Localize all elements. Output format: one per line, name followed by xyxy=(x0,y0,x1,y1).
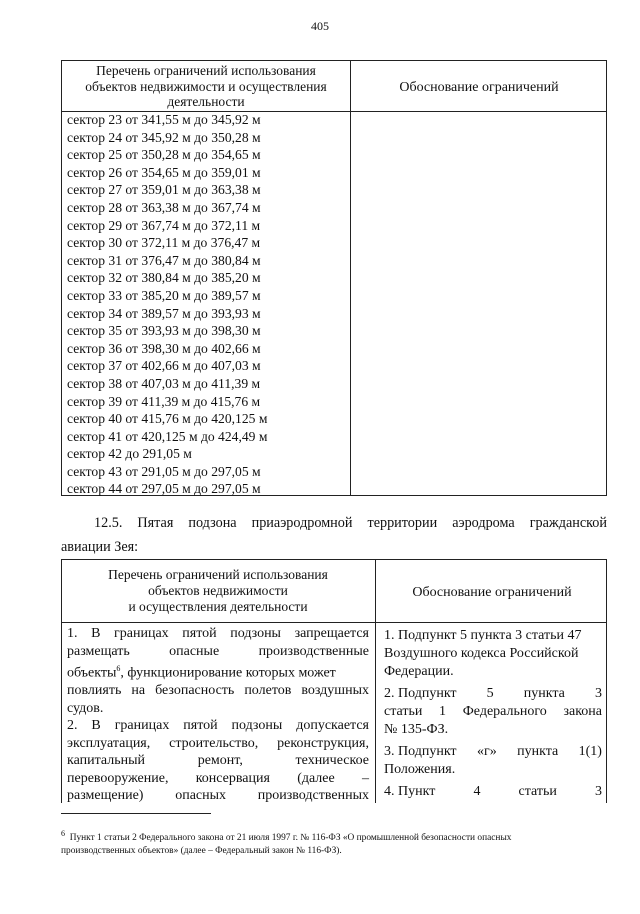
text-line xyxy=(384,783,602,801)
word: полетов xyxy=(244,683,292,699)
justification-cell xyxy=(384,627,602,801)
sector-row: сектор 28 от 363,38 м до 367,74 м xyxy=(67,199,261,215)
header-line: объектов недвижимости xyxy=(148,583,288,598)
word: воздушных xyxy=(301,683,369,699)
text-line xyxy=(67,717,369,735)
word: подзоны xyxy=(231,718,283,734)
word: «г» xyxy=(476,744,497,759)
section-heading xyxy=(61,511,607,559)
word: 1 xyxy=(439,704,447,719)
heading-word: 12.5. xyxy=(94,515,123,531)
sector-row: сектор 30 от 372,11 м до 376,47 м xyxy=(67,235,261,251)
section-heading-line xyxy=(61,511,607,535)
word: 1(1) xyxy=(578,744,602,759)
word: (далее xyxy=(297,770,335,786)
sector-row: сектор 39 от 411,39 м до 415,76 м xyxy=(67,393,261,409)
word: пятой xyxy=(182,626,217,641)
word: техническое xyxy=(295,753,369,769)
text-line xyxy=(67,660,369,682)
header-justification: Обоснование ограничений xyxy=(399,80,559,95)
text-line: Воздушного кодекса Российской xyxy=(384,646,579,661)
word: 3. Подпункт xyxy=(384,744,457,759)
header-restrictions xyxy=(66,63,346,110)
word: пятой xyxy=(183,718,218,734)
sector-row: сектор 32 от 380,84 м до 385,20 м xyxy=(67,270,261,286)
heading-word: аэродрома xyxy=(452,515,515,531)
word: производственных xyxy=(257,788,369,804)
header-justification: Обоснование ограничений xyxy=(412,585,572,600)
word: капитальный xyxy=(67,753,145,769)
word: Федерального xyxy=(462,704,547,719)
sectors-table xyxy=(61,60,607,496)
sector-row: сектор 31 от 376,47 м до 380,84 м xyxy=(67,252,261,268)
text-span: , функционирование которых может xyxy=(120,665,336,681)
text-line: Положения. xyxy=(384,762,456,777)
page-number: 405 xyxy=(311,19,329,33)
word: 3 xyxy=(594,784,602,799)
sector-row: сектор 29 от 367,74 м до 372,11 м xyxy=(67,217,261,233)
word: на xyxy=(131,683,146,699)
sector-row: сектор 38 от 407,03 м до 411,39 м xyxy=(67,375,261,391)
word: 4. Пункт xyxy=(384,784,436,799)
header-line: и осуществления деятельности xyxy=(128,599,308,614)
word: консервация xyxy=(195,770,270,786)
word: пункта xyxy=(517,744,559,759)
word: перевооружение, xyxy=(67,770,169,786)
footnote xyxy=(61,827,607,858)
word: опасные xyxy=(169,643,220,659)
word: пункта xyxy=(523,686,565,701)
sector-row: сектор 35 от 393,93 м до 398,30 м xyxy=(67,323,261,339)
header-divider xyxy=(62,622,606,623)
word: строительство, xyxy=(169,735,259,751)
footnote-reference[interactable]: 6 xyxy=(116,664,121,673)
word: границах xyxy=(114,718,170,734)
text-line xyxy=(384,703,602,721)
section-heading-line: авиации Зея: xyxy=(61,539,139,555)
word: В xyxy=(91,626,101,641)
heading-word: территории xyxy=(367,515,438,531)
text-line: 1. Подпункт 5 пункта 3 статьи 47 xyxy=(384,628,582,643)
word: статьи xyxy=(384,704,423,719)
word: 2. Подпункт xyxy=(384,686,457,701)
word: 2. xyxy=(67,718,78,734)
sector-row: сектор 36 от 398,30 м до 402,66 м xyxy=(67,340,261,356)
sector-row: сектор 40 от 415,76 м до 420,125 м xyxy=(67,411,268,427)
heading-word: подзона xyxy=(188,515,237,531)
word: эксплуатация, xyxy=(67,735,151,751)
text-line xyxy=(67,770,369,788)
footnote-mark: 6 xyxy=(61,829,65,838)
header-restrictions xyxy=(68,567,368,615)
text-line: судов. xyxy=(67,700,104,716)
word: запрещается xyxy=(294,626,369,641)
sector-row: сектор 41 от 420,125 м до 424,49 м xyxy=(67,428,268,444)
sector-row: сектор 42 до 291,05 м xyxy=(67,446,192,462)
word: повлиять xyxy=(67,683,122,699)
text-line xyxy=(67,643,369,661)
word: – xyxy=(361,770,369,786)
restrictions-table xyxy=(61,559,607,803)
sector-row: сектор 25 от 350,28 м до 354,65 м xyxy=(67,147,261,163)
word: ремонт, xyxy=(197,753,243,769)
footnote-text: Пункт 1 статьи 2 Федерального закона от 21 июля 1997 г. № 116-ФЗ «О промышленной безопасности опасных xyxy=(69,833,512,844)
heading-word: гражданской xyxy=(529,515,607,531)
header-line: Перечень ограничений использования xyxy=(108,567,328,582)
word: границах xyxy=(114,626,169,641)
text-line xyxy=(67,735,369,753)
text-line xyxy=(67,625,369,643)
header-line: Перечень ограничений использования xyxy=(96,63,316,78)
word: статьи xyxy=(518,784,557,799)
sector-row: сектор 34 от 389,57 м до 393,93 м xyxy=(67,305,261,321)
word: 4 xyxy=(473,784,481,799)
sector-row: сектор 24 от 345,92 м до 350,28 м xyxy=(67,129,261,145)
text-line xyxy=(67,682,369,700)
sector-row: сектор 23 от 341,55 м до 345,92 м xyxy=(67,112,261,127)
word: производственные xyxy=(258,643,369,659)
footnote-text: производственных объектов» (далее – Федеральный закон № 116-ФЗ). xyxy=(61,846,342,857)
word: закона xyxy=(563,704,602,719)
text-line xyxy=(67,787,369,805)
footnote-separator xyxy=(61,813,211,814)
sector-row: сектор 37 от 402,66 м до 407,03 м xyxy=(67,358,261,374)
text-line xyxy=(384,743,602,761)
word: безопасность xyxy=(155,683,235,699)
word: реконструкция, xyxy=(277,735,369,751)
sector-row: сектор 33 от 385,20 м до 389,57 м xyxy=(67,287,261,303)
text-line: Федерации. xyxy=(384,664,454,679)
header-line: деятельности xyxy=(167,94,245,109)
sector-row: сектор 27 от 359,01 м до 363,38 м xyxy=(67,182,261,198)
text-line: № 135-ФЗ. xyxy=(384,722,449,737)
text-span: объекты xyxy=(67,665,117,681)
column-divider xyxy=(350,61,351,495)
restrictions-cell xyxy=(67,625,369,805)
word: размещать xyxy=(67,643,130,659)
heading-word: Пятая xyxy=(137,515,174,531)
sector-row: сектор 43 от 291,05 м до 297,05 м xyxy=(67,463,261,479)
word: допускается xyxy=(296,718,369,734)
word: подзоны xyxy=(230,626,281,641)
column-divider xyxy=(375,560,376,803)
word: опасных xyxy=(175,788,227,804)
heading-word: приаэродромной xyxy=(251,515,353,531)
text-line xyxy=(67,752,369,770)
sector-rows xyxy=(67,111,347,498)
word: В xyxy=(91,718,101,734)
sector-row: сектор 26 от 354,65 м до 359,01 м xyxy=(67,164,261,180)
word: 1. xyxy=(67,626,78,641)
word: 3 xyxy=(595,686,602,701)
text-line xyxy=(384,685,602,703)
sector-row: сектор 44 от 297,05 м до 297,05 м xyxy=(67,481,261,497)
word: размещение) xyxy=(67,788,144,804)
word: 5 xyxy=(486,686,494,701)
header-line: объектов недвижимости и осуществления xyxy=(85,78,327,94)
